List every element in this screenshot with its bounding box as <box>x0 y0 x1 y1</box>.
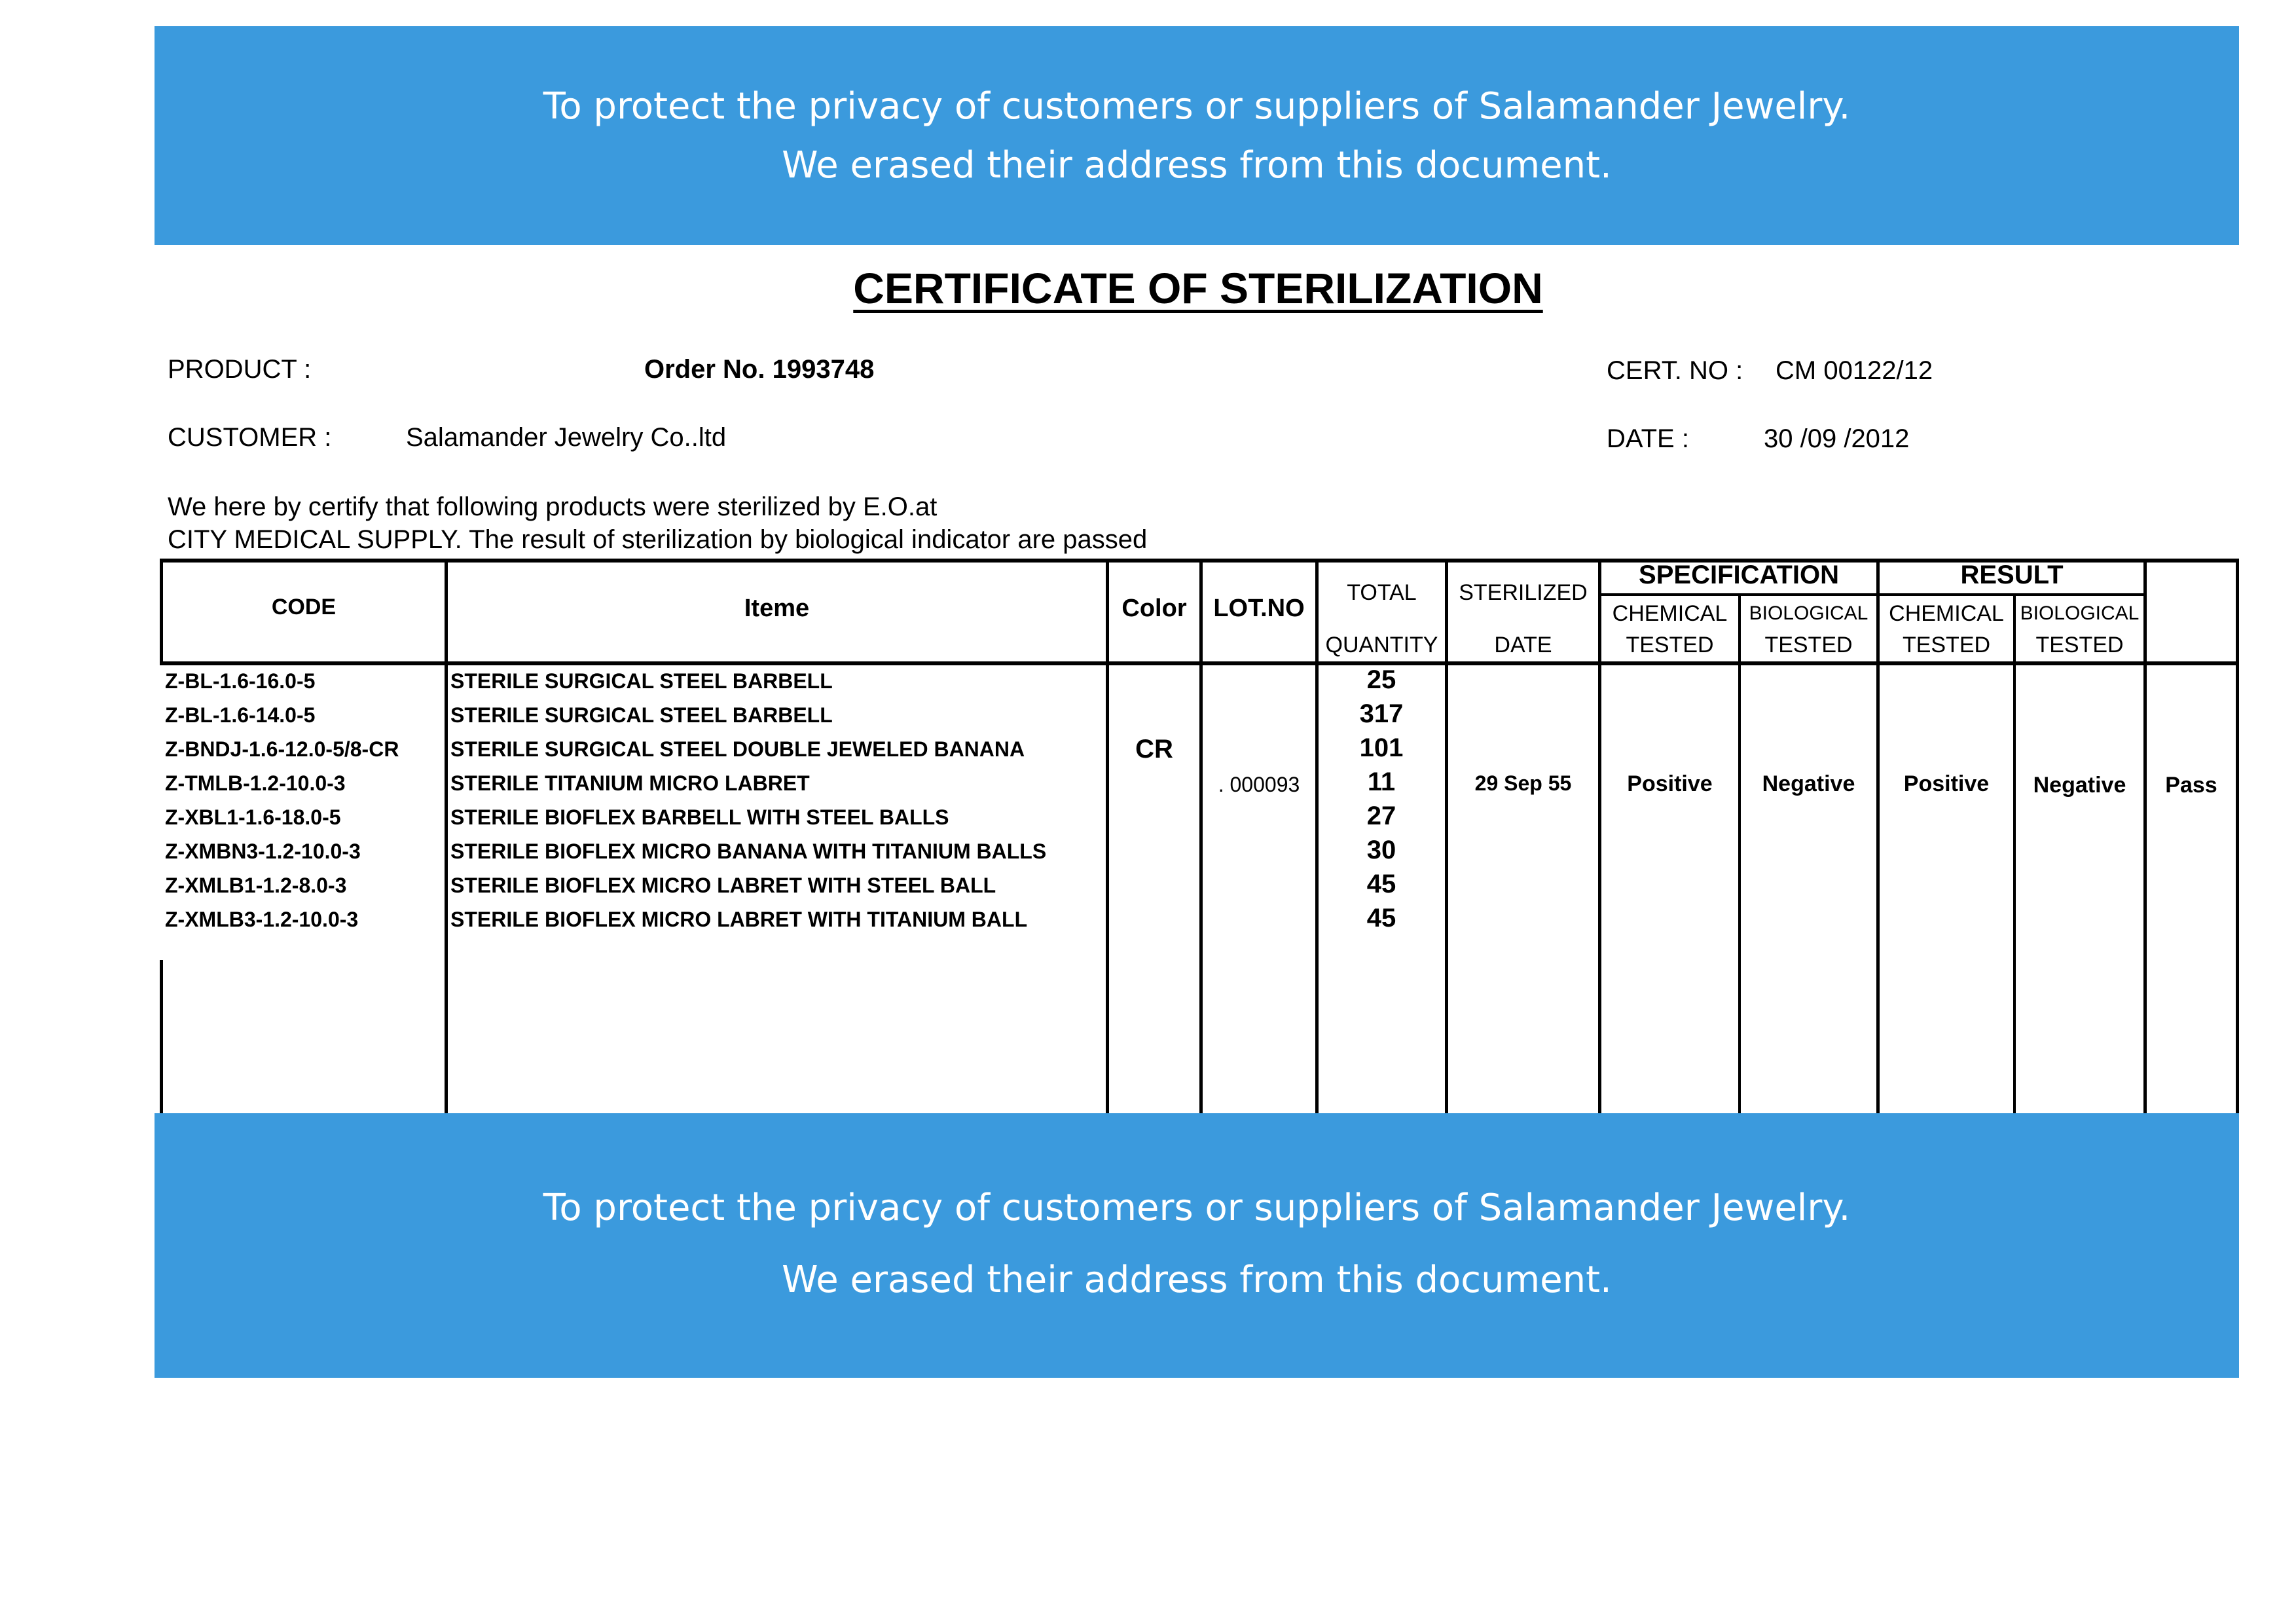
row-code: Z-BL-1.6-16.0-5 <box>165 669 316 693</box>
sterilized-date-value: 29 Sep 55 <box>1474 771 1572 795</box>
row-code: Z-TMLB-1.2-10.0-3 <box>165 771 346 795</box>
row-qty: 101 <box>1359 733 1404 762</box>
header-quantity: QUANTITY <box>1325 633 1438 657</box>
row-code: Z-XBL1-1.6-18.0-5 <box>165 805 341 829</box>
row-qty: 30 <box>1366 836 1396 864</box>
header-color: Color <box>1121 595 1187 622</box>
statement-line2: CITY MEDICAL SUPPLY. The result of sterilization by biological indicator are passed <box>168 525 1148 554</box>
customer-value: Salamander Jewelry Co..ltd <box>406 423 727 452</box>
row-qty: 45 <box>1366 904 1396 932</box>
row-qty: 317 <box>1359 699 1404 728</box>
header-code: CODE <box>271 595 337 619</box>
row-item: STERILE BIOFLEX MICRO BANANA WITH TITANIUM BALLS <box>450 840 1047 863</box>
product-label: PRODUCT : <box>168 355 312 384</box>
header-date: DATE <box>1494 633 1552 657</box>
spec-chemical-value: Positive <box>1627 771 1713 796</box>
row-qty: 45 <box>1366 870 1396 898</box>
row-item: STERILE SURGICAL STEEL BARBELL <box>450 703 833 727</box>
privacy-notice-line2: We erased their address from this document. <box>782 144 1612 187</box>
result-biological-value: Negative <box>2033 773 2126 798</box>
row-code: Z-XMLB1-1.2-8.0-3 <box>165 874 347 897</box>
lot-value: . 000093 <box>1218 773 1300 796</box>
header-spec-biological-tested: TESTED <box>1764 633 1853 657</box>
privacy-notice-line1: To protect the privacy of customers or suppliers of Salamander Jewelry. <box>543 85 1851 128</box>
header-spec-chemical: CHEMICAL <box>1612 601 1728 626</box>
statement-line1: We here by certify that following products were sterilized by E.O.at <box>168 492 938 521</box>
header-result: RESULT <box>1960 561 2064 589</box>
header-spec-chemical-tested: TESTED <box>1626 633 1714 657</box>
row-item: STERILE SURGICAL STEEL BARBELL <box>450 669 833 693</box>
header-item: Iteme <box>744 595 810 622</box>
header-result-chemical-tested: TESTED <box>1902 633 1991 657</box>
cert-no-label: CERT. NO : <box>1607 356 1743 385</box>
color-value: CR <box>1135 735 1173 764</box>
result-chemical-value: Positive <box>1903 771 1990 796</box>
row-item: STERILE TITANIUM MICRO LABRET <box>450 771 810 795</box>
row-item: STERILE BIOFLEX MICRO LABRET WITH TITANIUM BALL <box>450 908 1028 931</box>
row-qty: 11 <box>1367 767 1396 796</box>
row-qty: 27 <box>1366 802 1396 830</box>
privacy-notice-line1: To protect the privacy of customers or suppliers of Salamander Jewelry. <box>543 1187 1851 1229</box>
date-label: DATE : <box>1607 424 1689 453</box>
header-result-biological-tested: TESTED <box>2035 633 2124 657</box>
header-total: TOTAL <box>1347 580 1417 605</box>
header-spec-biological: BIOLOGICAL <box>1749 602 1868 624</box>
privacy-notice-line2: We erased their address from this document. <box>782 1259 1612 1301</box>
header-specification: SPECIFICATION <box>1639 561 1839 589</box>
row-item: STERILE BIOFLEX BARBELL WITH STEEL BALLS <box>450 805 949 829</box>
row-code: Z-XMBN3-1.2-10.0-3 <box>165 840 361 863</box>
customer-label: CUSTOMER : <box>168 423 332 452</box>
document-title: CERTIFICATE OF STERILIZATION <box>853 264 1543 312</box>
row-item: STERILE SURGICAL STEEL DOUBLE JEWELED BANANA <box>450 737 1025 761</box>
header-lot: LOT.NO <box>1213 595 1305 622</box>
row-code: Z-XMLB3-1.2-10.0-3 <box>165 908 359 931</box>
final-result-value: Pass <box>2165 773 2217 798</box>
spec-biological-value: Negative <box>1762 771 1855 796</box>
header-result-chemical: CHEMICAL <box>1889 601 2004 626</box>
privacy-notice-bottom <box>155 1113 2239 1378</box>
row-code: Z-BL-1.6-14.0-5 <box>165 703 316 727</box>
order-number: Order No. 1993748 <box>644 355 875 384</box>
header-result-biological: BIOLOGICAL <box>2020 602 2140 624</box>
row-code: Z-BNDJ-1.6-12.0-5/8-CR <box>165 737 399 761</box>
date-value: 30 /09 /2012 <box>1764 424 1910 453</box>
header-sterilized: STERILIZED <box>1459 580 1588 605</box>
row-qty: 25 <box>1366 665 1396 694</box>
row-item: STERILE BIOFLEX MICRO LABRET WITH STEEL BALL <box>450 874 996 897</box>
cert-no-value: CM 00122/12 <box>1776 356 1933 385</box>
